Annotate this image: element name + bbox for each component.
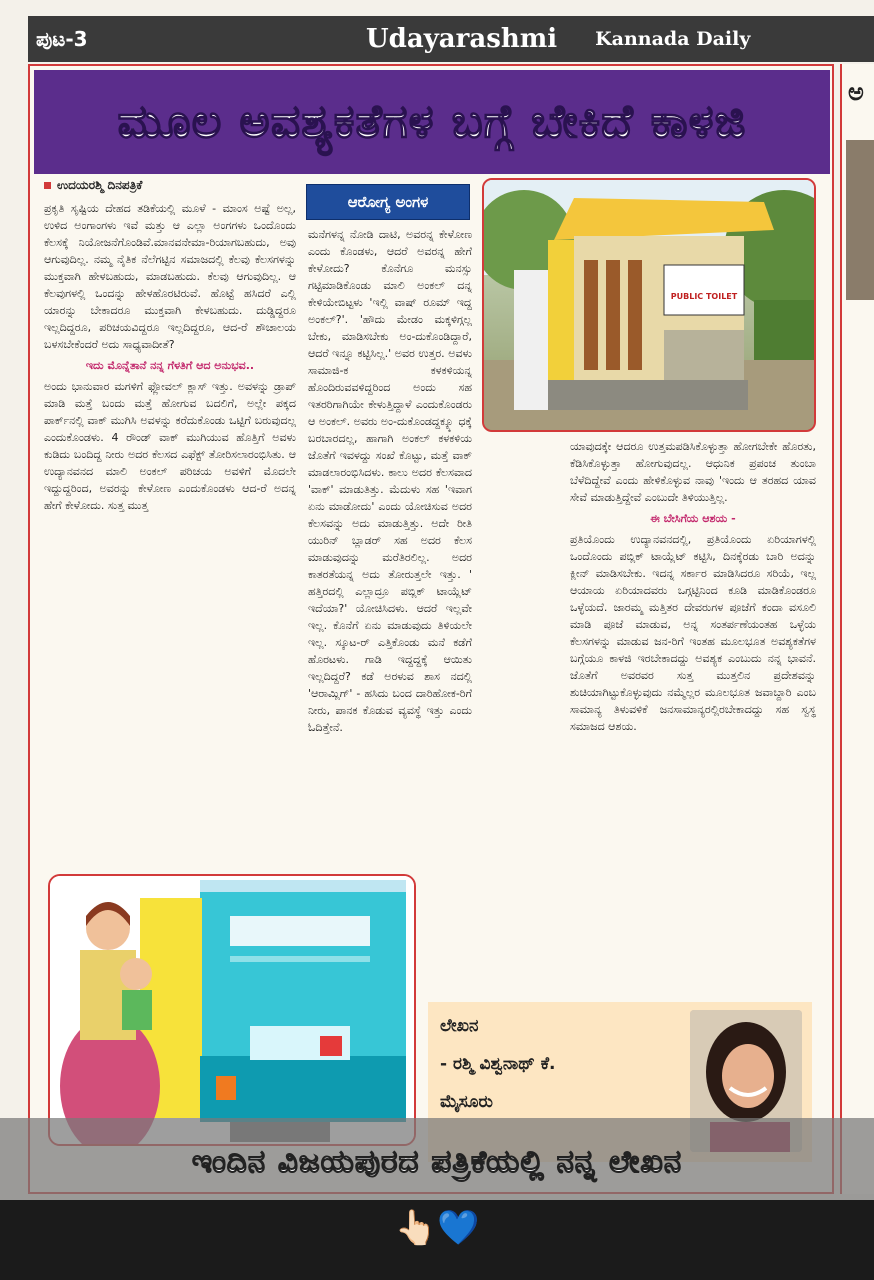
col3-para1: ಯಾವುದಕ್ಕೇ ಆದರೂ ಉತ್ತಮಪಡಿಸಿಕೊಳ್ಳುತ್ತಾ ಹೋಗಬೇಕೇ ಹೊರತು, ಕೆಡಿಸಿಕೊಳ್ಳುತ್ತಾ ಹೋಗುವುದಲ್ಲ. ಆಧುನಿಕ ಪ್ರಪಂಚ ತುಂಬಾ ಬೆಳೆದಿದ್ದೇವೆ ಎಂದು ಹೇಳಿಕೊಳ್ಳುವ ನಾವು 'ಇಂದು ಆ ತರಹದ ಯಾವ ಸೇವೆ ಮಾಡುತ್ತಿದ್ದೇವೆ ಎಂಬುದೇ ತಿಳಿಯುತ್ತಿಲ್ಲ. bbox=[570, 440, 816, 504]
article-frame bbox=[28, 64, 834, 1194]
byline-text: ಉದಯರಶ್ಮಿ ದಿನಪತ್ರಿಕೆ bbox=[57, 178, 143, 192]
toilet-photo bbox=[482, 178, 816, 432]
col3-subhead: ಈ ಬೇಸಿಗೆಯ ಆಶಯ - bbox=[650, 512, 736, 525]
adjacent-photo bbox=[846, 140, 874, 300]
column-3 bbox=[570, 438, 816, 998]
col3-para2: ಪ್ರತಿಯೊಂದು ಉದ್ಯಾನವನದಲ್ಲಿ, ಪ್ರತಿಯೊಂದು ಏರಿಯಾಗಳಲ್ಲಿ ಒಂದೊಂದು ಪಬ್ಲಿಕ್ ಟಾಯ್ಲೆಟ್ ಕಟ್ಟಿಸಿ, ದಿನಕ್ಕೆರಡು ಬಾರಿ ಅದನ್ನು ಕ್ಲೀನ್ ಮಾಡಿಸಬೇಕು. ಇದನ್ನ ಸರ್ಕಾರ ಮಾಡಿಸಿದರೂ ಸರಿಯೆ, ಇಲ್ಲ ಆಯಾಯ ಏರಿಯಾದವರು ಒಗ್ಗಟ್ಟಿನಿಂದ ಕೂಡಿ ಮಾಡಿಕೊಂಡರೂ ಒಳ್ಳೆಯದೆ. ಜಾರಮ್ಮ ಮತ್ತಿತರ ದೇವರುಗಳ ಪೂಜೆಗೆ ಕಂದಾ ವಸೂಲಿ ಮಾಡಿ ಪೂಜೆ ಮಾಡುವ, ಅನ್ನ ಸಂತರ್ಪಣೆಯಂತಹ ಒಳ್ಳೆಯ ಕೆಲಸಗಳನ್ನು ಮಾಡುವ ಜನ-ರಿಗೆ ಇಂತಹ ಮೂಲಭೂತ ಅವಶ್ಯಕತೆಗಳ ಬಗ್ಗೆಯೂ ಕಾಳಜಿ ಇರಬೇಕಾದದ್ದು ಅವಶ್ಯಕ ಎಂಬುದು ನನ್ನ ಭಾವನೆ. ಜೊತೆಗೆ ಅವರವರ ಸುತ್ತ ಮುತ್ತಲಿನ ಪ್ರದೇಶವನ್ನು ಶುಚಿಯಾಗಿಟ್ಟುಕೊಳ್ಳುವುದು ನಮ್ಮೆಲ್ಲರ ಮೂಲಭೂತ ಜವಾಬ್ದಾರಿ ಎಂಬ ಸಾಮಾನ್ಯ ತಿಳುವಳಿಕೆ ಜನಸಾಮಾನ್ಯರಲ್ಲಿರಬೇಕಾದದ್ದು ಸಹ ಸ್ವಸ್ಥ ಸಮಾಜದ ಆಶಯ. bbox=[570, 533, 816, 733]
cartoon-image bbox=[50, 876, 416, 1146]
col1-para1: ಪ್ರಕೃತಿ ಸೃಷ್ಟಿಯ ದೇಹದ ತಡಿಕೆಯಲ್ಲಿ ಮೂಳೆ - ಮಾಂಸ ಅಷ್ಟೆ ಅಲ್ಲ, ಉಳಿದ ಅಂಗಾಂಗಳು ಇವೆ ಮತ್ತು ಆ ಎಲ್ಲಾ ಅಂಗಗಳು ಒಂದೊಂದು ಕೆಲಸಕ್ಕೆ ನಿಯೋಜನೆಗೊಂಡಿವೆ.ಮಾನವನೇಮಾ-ರಿಯಾಗಬಹುದು, ಅವು ಆಗುವುದಿಲ್ಲ. ನಮ್ಮ ನೈತಿಕ ನೆಲೆಗಟ್ಟಿನ ಸಮಾಜದಲ್ಲಿ ಕೆಲವು ಕೆಲಸಗಳನ್ನು ಮುಕ್ತವಾಗಿ ಹೇಳಬಹುದು, ಮಾಡಬಹುದು. ಕೆಲವು ಆಗುವುದಿಲ್ಲ. ಆ ಕೆಲವುಗಳಲ್ಲಿ ಒಂದನ್ನು ಹೇಳಹೊರಟಿರುವೆ. ಹೊಟ್ಟೆ ಹಸಿದರೆ ಎಲ್ಲಿ ಯಾರನ್ನು ಬೇಕಾದರೂ ಮುಕ್ತವಾಗಿ ಕೇಳಬಹುದು. ದುಡ್ಡಿದ್ದರೂ ಇಲ್ಲದಿದ್ದರೂ, ಪರಿಚಯವಿದ್ದರೂ ಇಲ್ಲದಿದ್ದರೂ, ಆದ-ರೆ ಶೌಚಾಲಯ ಬಳಸಬೇಕೆಂದರೆ ಅದು ಸಾಧ್ಯವಾದೀತೆ? bbox=[44, 202, 296, 351]
masthead bbox=[28, 16, 874, 62]
toilet-building-image bbox=[484, 180, 816, 432]
author-name: - ರಶ್ಮಿ ವಿಶ್ವನಾಥ್ ಕೆ. bbox=[440, 1054, 556, 1074]
byline bbox=[44, 178, 142, 193]
col1-subhead: ಇದು ಮೊನ್ನೆತಾನೆ ನನ್ನ ಗೆಳತಿಗೆ ಆದ ಅನುಭವ.. bbox=[85, 359, 255, 372]
washroom-illustration bbox=[48, 874, 416, 1146]
column-1 bbox=[44, 200, 296, 870]
author-label: ಲೇಖನ bbox=[440, 1016, 479, 1036]
author-city: ಮೈಸೂರು bbox=[440, 1092, 493, 1112]
bullet-icon bbox=[44, 182, 51, 189]
story-caption: ಇಂದಿನ ವಿಜಯಪುರದ ಪತ್ರಿಕೆಯಲ್ಲಿ ನನ್ನ ಲೇಖನ bbox=[191, 1144, 683, 1180]
public-toilet-sign: PUBLIC TOILET bbox=[670, 292, 738, 301]
adjacent-heading: ಅ bbox=[848, 78, 864, 106]
page-number: ಪುಟ-3 bbox=[36, 27, 88, 51]
headline: ಮೂಲ ಅವಶ್ಯಕತೆಗಳ ಬಗ್ಗೆ ಬೇಕಿದೆ ಕಾಳಜಿ bbox=[117, 94, 747, 148]
paper-subtitle: Kannada Daily bbox=[595, 28, 751, 50]
section-tag: ಆರೋಗ್ಯ ಅಂಗಳ bbox=[306, 184, 470, 220]
emoji-sticker: 👆🏻💙 bbox=[394, 1208, 480, 1248]
headline-banner bbox=[34, 70, 830, 174]
col2-para1: ಮನೆಗಳನ್ನ ನೋಡಿ ದಾಟಿ, ಅವರನ್ನ ಕೇಳೋಣ ಎಂದು ಕೊಂಡಳು, ಆದರೆ ಅವರನ್ನ ಹೇಗೆ ಕೇಳೋದು? ಕೊನೆಗೂ ಮನಸ್ಸು ಗಟ್ಟಿಮಾಡಿಕೊಂಡು ಮಾಲಿ ಅಂಕಲ್ ದನ್ನ ಕೇಳಿಯೇಬಿಟ್ಟಳು 'ಇಲ್ಲಿ ವಾಷ್ ರೂಮ್ ಇದ್ದ ಅಂಕಲ್?'. 'ಹೌದು ಮೇಡಂ ಮಕ್ಕಳಿಗ್ಗಲ್ಲ ಬೇಕು, ಮಾಡಿಸಬೇಕು ಅಂ-ದುಕೊಂಡಿದ್ದಾರೆ, ಆದರೆ ಇನ್ನೂ ಕಟ್ಟಿಸಿಲ್ಲ.' ಅವರ ಉತ್ತರ. ಅವಳು ಸಾಮಾಜಿ-ಕ ಕಳಕಳಿಯನ್ನ ಹೊಂದಿರುವವಳಿದ್ದರಿಂದ ಅಂದು ಸಹ ಇತರರಿಗಾಗಿಯೇ ಕೇಳುತ್ತಿದ್ದಾಳೆ ಎಂದುಕೊಂಡರು ಆ ಅಂಕಲ್. ಅವರು ಅಂ-ದುಕೊಂಡದ್ದಕ್ಕ್ಕೂ ಧಕ್ಕೆ ಬರಬಾರದಲ್ಲ, ಹಾಗಾಗಿ ಅಂಕಲ್ ಕಳಕಳಿಯ ಜೊತೆಗೆ ಇವಳದ್ದು ಸಂಖೆ ಕೊಟ್ಟು, ಮತ್ತೆ ವಾಕ್ ಮಾಡಲಾರಂಭಿಸಿದಳು. ಕಾಲು ಅದರ ಕೆಲಸವಾದ 'ವಾಕ್' ಮಾಡುತಿತ್ತು. ಮೆದುಳು ಸಹ 'ಇವಾಗ ಏನು ಮಾಡೋದು' ಎಂದು ಯೋಚಿಸುವ ಅದರ ಕೆಲಸವನ್ನು ಅದು ಮಾಡುತ್ತಿತ್ತು. ಅದೇ ರೀತಿ ಯುರಿನ್ ಬ್ಲಾಡರ್ ಸಹ ಅದರ ಕೆಲಸ ಮಾಡುವುದನ್ನು ಮರೆತಿರಲಿಲ್ಲ. ಅದರ ಕಾತರತೆಯನ್ನ ಅದು ತೋರುತ್ತಲೇ ಇತ್ತು. ' ಹತ್ತಿರದಲ್ಲಿ ಎಲ್ಲಾದ್ರೂ ಪಬ್ಲಿಕ್ ಟಾಯ್ಲೆಟ್ ಇದೆಯಾ?' ಯೋಚಿಸಿದಳು. ಆದರೆ ಇಲ್ಲವೇ ಇಲ್ಲ. ಕೊನೆಗೆ ಏನು ಮಾಡುವುದು ತಿಳಿಯಲೇ ಇಲ್ಲ. ಸ್ಕೂಟ-ರ್ ಎತ್ತಿಕೊಂಡು ಮನೆ ಕಡೆಗೆ ಹೊರಟಳು. ಗಾಡಿ ಇದ್ದದ್ದಕ್ಕೆ ಆಯಿತು ಇಲ್ಲದಿದ್ದರೆ? ಕಡೆ ಅರಳುವ ಶಾಸ ನದಲ್ಲಿ 'ಆರಾಮ್ಲಿಗ್' - ಹಸಿದು ಬಂದ ದಾರಿಹೋಕ-ರಿಗೆ ನೀರು, ಪಾನಕ ಕೊಡುವ ವ್ಯವಸ್ಥೆ ಇತ್ತು ಎಂದು ಓದಿತ್ತೇನೆ. bbox=[308, 228, 472, 734]
adjacent-article-strip bbox=[840, 64, 874, 1194]
col1-para2: ಅಂದು ಭಾನುವಾರ ಮಗಳಿಗೆ ಫ್ಲೋವಲ್ ಕ್ಲಾಸ್ ಇತ್ತು. ಅವಳನ್ನು ಡ್ರಾಪ್ ಮಾಡಿ ಮತ್ತೆ ಬಂದು ಮತ್ತೆ ಹೋಗುವ ಬದಲಿಗೆ, ಅಲ್ಲೇ ಪಕ್ಕದ ಪಾರ್ಕ್‌ನಲ್ಲಿ ವಾಕ್ ಮುಗಿಸಿ ಅವಳನ್ನು ಕರೆದುಕೊಂಡು ಒಟ್ಟಿಗೆ ಬರುವುದಲ್ಲ ಎಂದುಕೊಂಡಳು. 4 ರೌಂಡ್ ವಾಕ್ ಮುಗಿಯುವ ಹೊತ್ತಿಗೆ ಅವಳು ಕುಡಿದು ಬಂದಿದ್ದ ನೀರು ಅದರ ಕೆಲಸದ ಎಫೆಕ್ಟ್ ತೋರಿಸಲಾರಂಭಿಸಿತು. ಆ ಉದ್ಯಾನವನದ ಮಾಲಿ ಅಂಕಲ್ ಪರಿಚಯ ಅವಳಿಗೆ ಮೊದಲೇ ಇದ್ದುದ್ದರಿಂದ, ಅವರನ್ನು ಕೇಳೋಣ ಎಂದುಕೊಂಡಳು ಆದ-ರೆ ಅದನ್ನ ಹೇಗೆ ಕೇಳೋದು. ಸುತ್ತ ಮುತ್ತ bbox=[44, 380, 296, 512]
paper-name: Udayarashmi bbox=[366, 24, 558, 54]
